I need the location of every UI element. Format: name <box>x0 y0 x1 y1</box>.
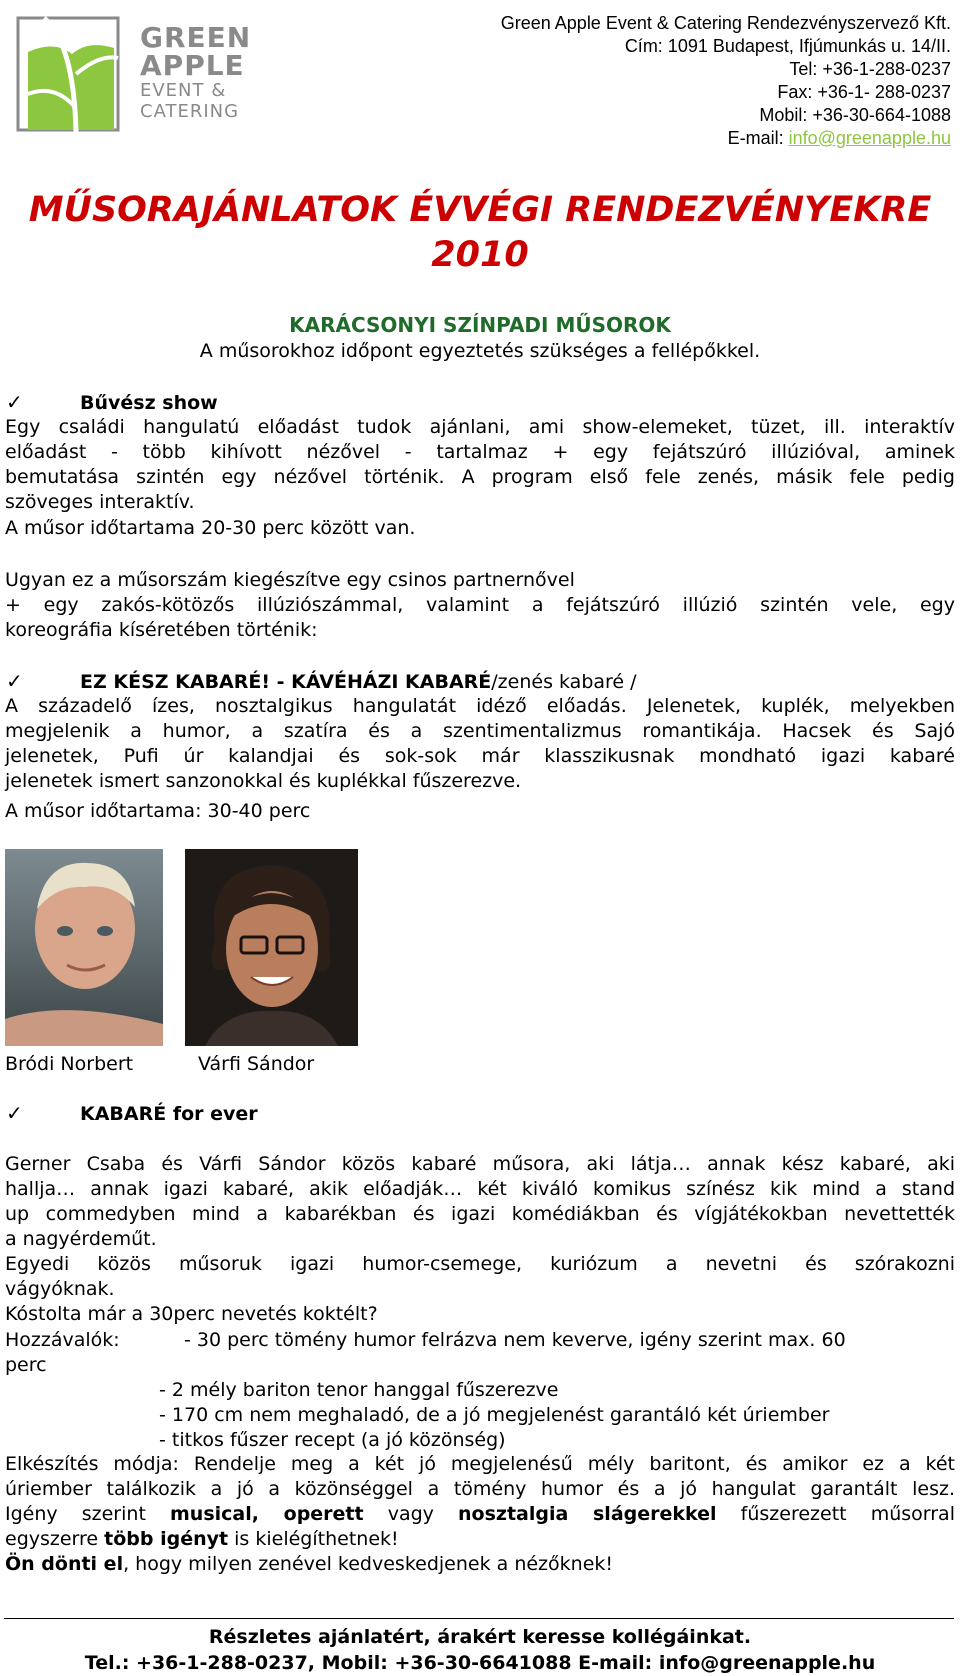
checkmark-icon: ✓ <box>6 390 23 414</box>
ingredient-item: - titkos fűszer recept (a jó közönség) <box>159 1429 506 1451</box>
ingredient-item: - 30 perc tömény humor felrázva nem keverve, igény szerint max. 60 <box>184 1329 846 1351</box>
req-text: is kielégíthetnek! <box>228 1528 399 1550</box>
closing-line <box>5 1552 955 1577</box>
item2-heading-rest: /zenés kabaré / <box>491 671 637 693</box>
footer-line1: Részletes ajánlatért, árakért keresse kollégáinkat. <box>208 1626 752 1648</box>
company-address: Cím: 1091 Budapest, Ifjúmunkás u. 14/II. <box>624 36 951 56</box>
method-line: Elkészítés módja: Rendelje meg a két jó megjelenésű mély baritont, és amikor ez a két <box>5 1453 955 1475</box>
req-text: vagy <box>363 1503 459 1525</box>
item1-line: előadást - több kihívott nézővel - tartalmaz + egy fejátszúró illúzióval, aminek <box>5 441 955 463</box>
checkmark-icon: ✓ <box>6 669 23 693</box>
company-phone: Tel: +36-1-288-0237 <box>789 59 951 79</box>
apple-logo-icon <box>14 14 126 136</box>
req-text: fűszerezett műsorral <box>716 1503 955 1525</box>
page-title <box>0 188 960 278</box>
req-bold: több igényt <box>104 1528 229 1550</box>
item1-line: Egy családi hangulatú előadást tudok ajánlani, ami show-elemeket, tüzet, ill. interaktív <box>5 416 955 438</box>
item3-line: a nagyérdeműt. <box>5 1228 157 1250</box>
footer-divider <box>4 1618 954 1619</box>
company-name: Green Apple Event & Catering Rendezvényszervező Kft. <box>500 13 951 33</box>
req-text: Igény szerint <box>5 1503 170 1525</box>
req-bold: nosztalgia slágerekkel <box>458 1503 717 1525</box>
item1-line: szöveges interaktív. <box>5 491 195 513</box>
page-title-line1: MŰSORAJÁNLATOK ÉVVÉGI RENDEZVÉNYEKRE <box>28 190 932 230</box>
logo-text-catering: CATERING <box>140 101 240 122</box>
performer-photo-varfi <box>185 849 358 1046</box>
section-title: KARÁCSONYI SZÍNPADI MŰSOROK <box>289 313 671 337</box>
company-mobile: Mobil: +36-30-664-1088 <box>759 105 951 125</box>
req-bold: musical, operett <box>170 1503 364 1525</box>
company-email-row <box>501 127 951 150</box>
item2-line: A századelő ízes, nosztalgikus hangulatát idéző előadás. Jelenetek, kuplék, melyekben <box>5 695 955 717</box>
ingredient-item: - 170 cm nem meghaladó, de a jó megjelenést garantáló két úriember <box>159 1404 830 1426</box>
footer-line2: Tel.: +36-1-288-0237, Mobil: +36-30-6641088 E-mail: info@greenapple.hu <box>84 1652 876 1674</box>
email-label: E-mail: <box>727 128 789 148</box>
closing-bold: Ön dönti el <box>5 1553 124 1575</box>
performer-name: Bródi Norbert <box>5 1053 134 1075</box>
item3-description <box>5 1152 955 1327</box>
item1-heading: Bűvész show <box>80 392 218 414</box>
item3-line: up commedyben mind a kabarékban és igazi komédiákban és vígjátékokban nevettették <box>5 1203 955 1225</box>
item2-line: jelenetek ismert sanzonokkal és kuplékkal fűszerezve. <box>5 770 522 792</box>
section-subtitle: A műsorokhoz időpont egyeztetés szükséges a fellépőkkel. <box>199 340 761 362</box>
logo-text-green: GREEN <box>140 21 252 54</box>
ingredients-label: Hozzávalók: <box>5 1329 120 1351</box>
checkmark-icon: ✓ <box>6 1101 23 1125</box>
ingredient-item-wrap: perc <box>5 1354 47 1376</box>
logo-text-event: EVENT & <box>140 80 227 101</box>
item1-extra-line: + egy zakós-kötözős illúziószámmal, valamint a fejátszúró illúzió szintén vele, egy <box>5 594 955 616</box>
item1-duration: A műsor időtartama 20-30 perc között van. <box>5 517 416 539</box>
company-logo <box>14 14 254 136</box>
method-line: úriember találkozik a jó a közönséggel a tömény humor és a jó hangulat garantált lesz. <box>5 1478 955 1500</box>
email-link[interactable]: info@greenapple.hu <box>788 128 951 148</box>
item2-line: megjelenik a humor, a szatíra és a szentimentalizmus romantikája. Hacsek és Sajó <box>5 720 955 742</box>
item1-extra-line: Ugyan ez a műsorszám kiegészítve egy csinos partnernővel <box>5 569 575 591</box>
closing-rest: , hogy milyen zenével kedveskedjenek a nézőknek! <box>123 1553 614 1575</box>
company-fax: Fax: +36-1- 288-0237 <box>777 82 951 102</box>
ingredient-item: - 2 mély bariton tenor hanggal fűszerezve <box>159 1379 559 1401</box>
item2-heading-bold1: EZ KÉSZ KABARÉ! <box>80 671 271 693</box>
performer-photo-brodi <box>5 849 163 1046</box>
item2-duration: A műsor időtartama: 30-40 perc <box>5 800 311 822</box>
item3-line: Gerner Csaba és Várfi Sándor közös kabaré műsora, aki látja… annak kész kabaré, aki <box>5 1153 955 1175</box>
req-text: egyszerre <box>5 1528 105 1550</box>
requirement-line <box>5 1502 955 1527</box>
item2-description <box>5 694 955 794</box>
item3-heading: KABARÉ for ever <box>80 1103 258 1125</box>
item2-heading-bold2: - KÁVÉHÁZI KABARÉ <box>270 671 492 693</box>
item3-line: vágyóknak. <box>5 1278 115 1300</box>
item1-description <box>5 415 955 515</box>
item2-line: jelenetek, Pufi úr kalandjai és sok-sok már klasszikusnak mondható igazi kabaré <box>5 745 955 767</box>
item2-heading <box>80 670 637 694</box>
logo-text-apple: APPLE <box>140 49 245 82</box>
item3-line: hallja… annak igazi kabaré, akik előadják… két kiváló komikus színész kik mind a stand <box>5 1178 955 1200</box>
item1-extra <box>5 568 955 643</box>
item1-line: bemutatása szintén egy nézővel történik. A program első fele zenés, másik fele pedig <box>5 466 955 488</box>
requirement-line <box>5 1527 955 1552</box>
item1-extra-line: koreográfia kíséretében történik: <box>5 619 318 641</box>
item3-line: Egyedi közös műsoruk igazi humor-csemege, kuriózum a nevetni és szórakozni <box>5 1253 955 1275</box>
item3-question: Kóstolta már a 30perc nevetés koktélt? <box>5 1303 378 1325</box>
contact-block <box>501 12 951 150</box>
performer-name: Várfi Sándor <box>198 1053 315 1075</box>
item3-method <box>5 1452 955 1577</box>
page-title-year: 2010 <box>431 235 529 275</box>
